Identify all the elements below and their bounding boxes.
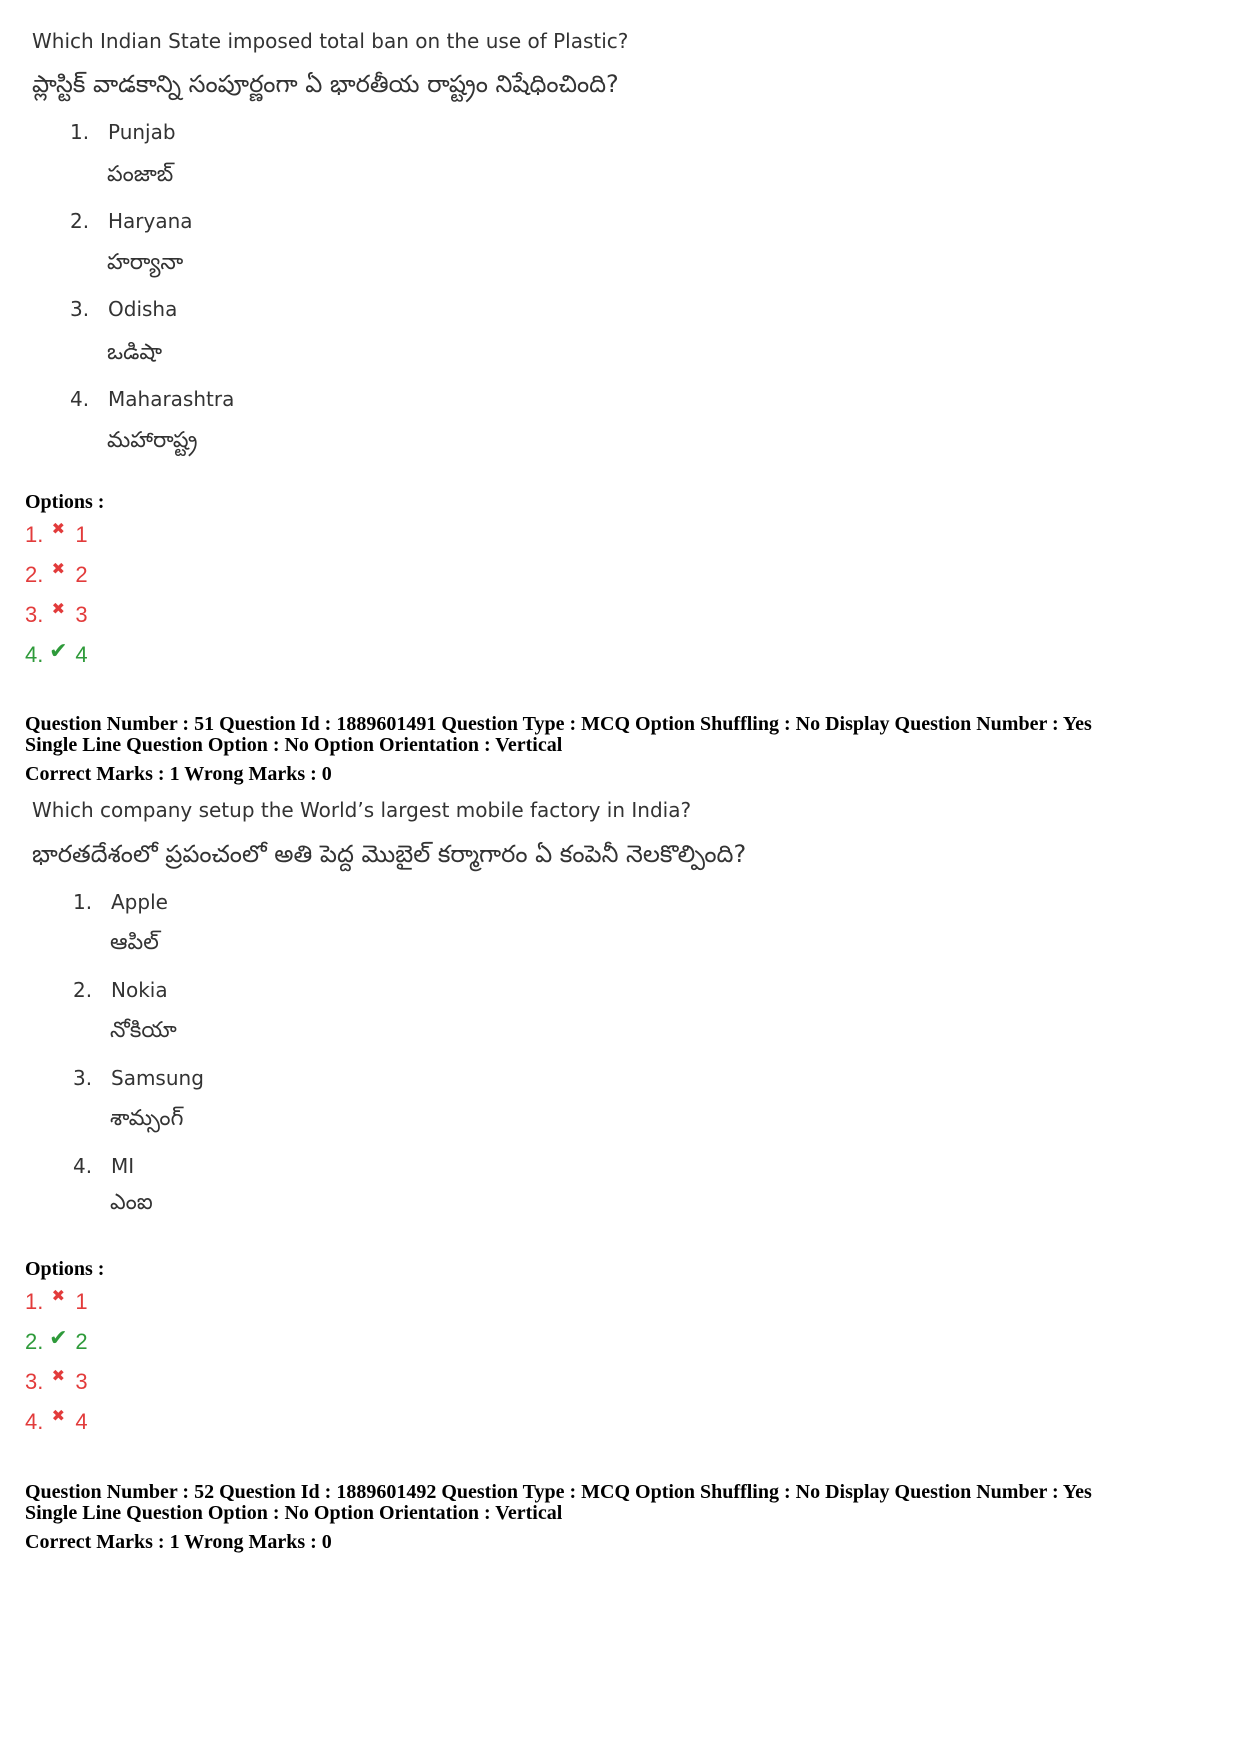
meta-line-1: Question Number : 52 Question Id : 1889601492 Question Type : MCQ Option Shuffling : No Display Question Number : Yes: [25, 1481, 1092, 1503]
choice-4: 4. Maharashtra: [70, 387, 235, 411]
options-label: Options :: [25, 491, 105, 513]
cross-mark-icon: ✖: [51, 601, 66, 618]
choice-2-te: హర్యానా: [107, 250, 184, 275]
question-51-marks: Correct Marks : 1 Wrong Marks : 0: [25, 763, 332, 785]
choice-2: 2. Haryana: [70, 209, 193, 233]
question-text-te: భారతదేశంలో ప్రపంచంలో అతి పెద్ద మొబైల్ కర్మాగారం ఏ కంపెనీ నెలకొల్పింది?: [32, 840, 747, 868]
choice-4: 4. MI: [73, 1154, 135, 1178]
choice-1-te: ఆపిల్: [110, 930, 159, 955]
option-4: 4. ✖ 4: [25, 1408, 88, 1434]
option-1: 1. ✖ 1: [25, 1288, 88, 1314]
meta-line-1: Question Number : 51 Question Id : 1889601491 Question Type : MCQ Option Shuffling : No Display Question Number : Yes: [25, 713, 1092, 735]
option-2: 2. ✖ 2: [25, 561, 88, 587]
choice-4-te: మహారాష్ట్ర: [107, 428, 198, 453]
choice-4-te: ఎంఐ: [110, 1190, 153, 1215]
question-text-en: Which Indian State imposed total ban on the use of Plastic?: [32, 29, 629, 53]
options-label: Options :: [25, 1258, 105, 1280]
question-52-marks: Correct Marks : 1 Wrong Marks : 0: [25, 1531, 332, 1553]
choice-3: 3. Odisha: [70, 297, 178, 321]
option-3: 3. ✖ 3: [25, 601, 88, 627]
cross-mark-icon: ✖: [51, 1408, 66, 1425]
choice-2-te: నోకియా: [110, 1018, 177, 1043]
meta-line-2: Single Line Question Option : No Option Orientation : Vertical: [25, 1502, 563, 1524]
question-51-meta: [25, 714, 1092, 756]
choice-3-te: ఒడిషా: [107, 340, 163, 365]
choice-1: 1. Apple: [73, 890, 168, 914]
option-2: 2. ✔ 2: [25, 1325, 88, 1354]
choice-2: 2. Nokia: [73, 978, 168, 1002]
cross-mark-icon: ✖: [51, 1368, 66, 1385]
check-mark-icon: ✔: [49, 1325, 68, 1350]
question-text-te: ప్లాస్టిక్ వాడకాన్ని సంపూర్ణంగా ఏ భారతీయ రాష్ట్రం నిషేధించింది?: [32, 70, 619, 98]
question-52-meta: [25, 1482, 1092, 1524]
cross-mark-icon: ✖: [51, 521, 66, 538]
choice-3-te: శామ్సంగ్: [110, 1106, 184, 1131]
option-3: 3. ✖ 3: [25, 1368, 88, 1394]
choice-1-te: పంజాబ్: [107, 162, 174, 187]
question-text-en: Which company setup the World’s largest mobile factory in India?: [32, 798, 692, 822]
check-mark-icon: ✔: [49, 638, 68, 663]
option-4: 4. ✔ 4: [25, 638, 88, 667]
meta-line-2: Single Line Question Option : No Option Orientation : Vertical: [25, 734, 563, 756]
option-1: 1. ✖ 1: [25, 521, 88, 547]
choice-3: 3. Samsung: [73, 1066, 204, 1090]
cross-mark-icon: ✖: [51, 561, 66, 578]
cross-mark-icon: ✖: [51, 1288, 66, 1305]
choice-1: 1. Punjab: [70, 120, 176, 144]
